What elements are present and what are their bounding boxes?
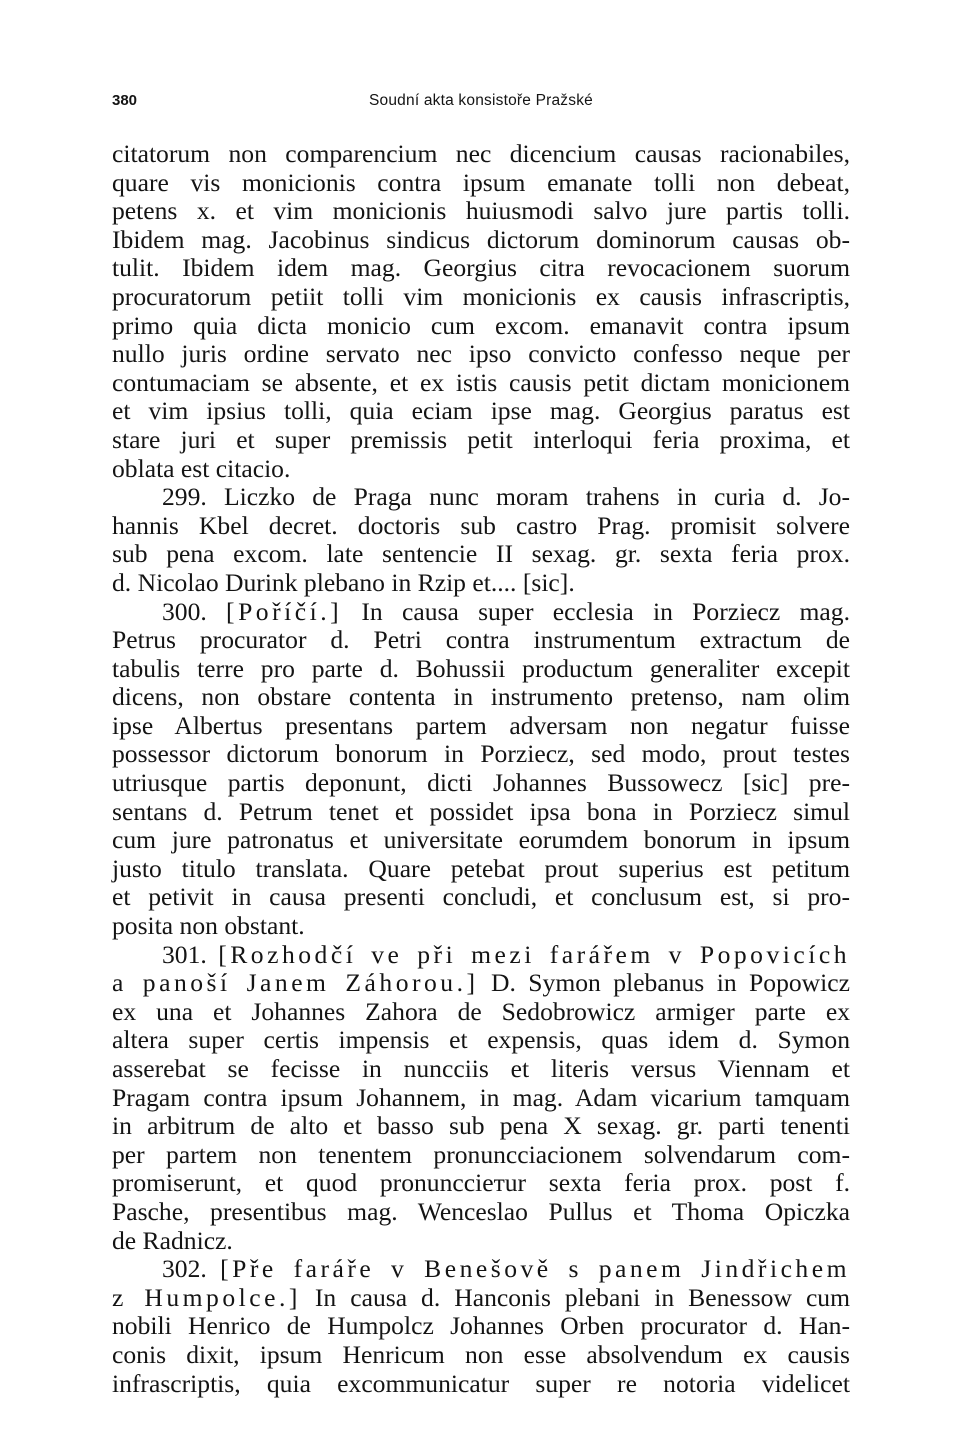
text-line — [112, 655, 850, 684]
line-text: Pragam contra ipsum Johannem, in mag. Adam vicarium tamquam — [112, 1082, 850, 1112]
text-line — [112, 369, 850, 398]
text-line — [112, 1227, 850, 1256]
line-text: oblata est citacio. — [112, 453, 291, 483]
line-text: contumaciam se absente, et ex istis causis petit dictam monicionem — [112, 367, 850, 397]
line-text: hannis Kbel decret. doctoris sub castro Prag. promisit solvere — [112, 510, 850, 540]
text-line — [112, 1284, 850, 1313]
text-line — [112, 1341, 850, 1370]
text-line — [112, 626, 850, 655]
spaced-heading: [Pře faráře v Benešově s panem Jindřichem — [220, 1254, 850, 1284]
text-line — [112, 826, 850, 855]
text-line — [112, 1141, 850, 1170]
line-text: tabulis terre pro parte d. Bohussii productum generaliter excepit — [112, 653, 850, 683]
line-text: petens x. et vim monicionis huiusmodi salvo jure partis tolli. — [112, 196, 850, 226]
text-line — [112, 998, 850, 1027]
line-text: ipse Albertus presentans partem adversam non negatur fuisse — [112, 710, 850, 740]
text-line — [112, 455, 850, 484]
text-line — [112, 769, 850, 798]
line-text: 301. — [162, 939, 219, 969]
line-text: 299. Liczko de Praga nunc moram trahens in curia d. Jo- — [162, 482, 850, 512]
text-line — [112, 1169, 850, 1198]
line-text: primo quia dicta monicio cum excom. emanavit contra ipsum — [112, 310, 850, 340]
line-text: promiserunt, et quod pronuncciетur sexta feria prox. post f. — [112, 1168, 850, 1198]
text-line — [112, 140, 850, 169]
line-text: et petivit in causa presenti concludi, et conclusum est, si pro- — [112, 882, 850, 912]
line-text: Ibidem mag. Jacobinus sindicus dictorum dominorum causas ob- — [112, 224, 850, 254]
spaced-heading: a panoší Janem Záhorou.] — [112, 968, 479, 998]
text-line — [112, 1055, 850, 1084]
text-line — [112, 1198, 850, 1227]
text-line — [112, 598, 850, 627]
text-line — [112, 941, 850, 970]
text-line — [112, 569, 850, 598]
line-rest: D. Symon plebanus in Popowicz — [478, 968, 850, 998]
line-text: infrascriptis, quia excommunicatur super re notoria videlicet — [112, 1368, 850, 1398]
line-text: cum jure patronatus et universitate eorumdem bonorum in ipsum — [112, 825, 850, 855]
spaced-heading: [Poříčí.] — [226, 596, 343, 626]
line-text: 302. — [162, 1254, 221, 1284]
line-text: d. Nicolao Durink plebano in Rzip et.... [sic]. — [112, 567, 575, 597]
spaced-heading: [Rozhodčí ve při mezi farářem v Popovicích — [218, 939, 850, 969]
line-text: 300. — [162, 596, 227, 626]
text-line — [112, 1084, 850, 1113]
text-line — [112, 1312, 850, 1341]
line-text: possessor dictorum bonorum in Porziecz, sed modo, prout testes — [112, 739, 850, 769]
line-text: altera super certis impensis et expensis, quas idem d. Symon — [112, 1025, 850, 1055]
text-line — [112, 426, 850, 455]
text-line — [112, 254, 850, 283]
body-text — [112, 140, 850, 1398]
text-line — [112, 283, 850, 312]
text-line — [112, 540, 850, 569]
text-line — [112, 312, 850, 341]
line-text: justo titulo translata. Quare petebat prout superius est petitum — [112, 853, 850, 883]
line-text: asserebat se fecisse in nuncciis et literis versus Viennam et — [112, 1054, 850, 1083]
line-text: procuratorum petiit tolli vim monicionis ex causis infrascriptis, — [112, 281, 850, 311]
text-line — [112, 798, 850, 827]
page-number: 380 — [112, 92, 138, 109]
line-text: quare vis monicionis contra ipsum emanate tolli non debeat, — [112, 167, 850, 197]
text-line — [112, 1255, 850, 1284]
line-text: posita non obstant. — [112, 911, 305, 941]
text-line — [112, 683, 850, 712]
line-text: conis dixit, ipsum Henricum non esse absolvendum ex causis — [112, 1339, 850, 1369]
line-text: citatorum non comparencium nec dicencium causas racionabiles, — [112, 139, 850, 168]
line-rest: In causa d. Hanconis plebani in Benessow cum — [300, 1282, 851, 1312]
text-line — [112, 169, 850, 198]
running-head: Soudní akta konsistoře Pražské — [369, 92, 593, 109]
text-line — [112, 883, 850, 912]
text-line — [112, 1026, 850, 1055]
text-line — [112, 740, 850, 769]
line-text: Petrus procurator d. Petri contra instrumentum extractum de — [112, 625, 850, 655]
line-text: sub pena excom. late sentencie II sexag. gr. sexta feria prox. — [112, 539, 850, 569]
text-line — [112, 197, 850, 226]
line-text: tulit. Ibidem idem mag. Georgius citra revocacionem suorum — [112, 253, 850, 283]
line-text: per partem non tenentem pronuncciacionem solvendarum com- — [112, 1139, 850, 1169]
line-text: stare juri et super premissis petit interloqui feria proxima, et — [112, 424, 850, 454]
text-line — [112, 912, 850, 941]
text-line — [112, 226, 850, 255]
text-line — [112, 1112, 850, 1141]
line-text: ex una et Johannes Zahora de Sedobrowicz armiger parte ex — [112, 996, 850, 1026]
line-text: utriusque partis deponunt, dicti Johannes Bussowecz [sic] pre- — [112, 768, 850, 798]
line-text: de Radnicz. — [112, 1225, 233, 1255]
text-line — [112, 1370, 850, 1399]
line-rest: In causa super ecclesia in Porziecz mag. — [342, 596, 850, 626]
text-line — [112, 512, 850, 541]
text-line — [112, 712, 850, 741]
line-text: in arbitrum de alto et basso sub pena X sexag. gr. parti tenenti — [112, 1111, 850, 1141]
text-line — [112, 855, 850, 884]
text-line — [112, 483, 850, 512]
page-header — [112, 92, 850, 116]
line-text: dicens, non obstare contenta in instrumento pretenso, nam olim — [112, 682, 850, 712]
text-line — [112, 969, 850, 998]
line-text: sentans d. Petrum tenet et possidet ipsa bona in Porziecz simul — [112, 796, 850, 826]
text-line — [112, 340, 850, 369]
line-text: et vim ipsius tolli, quia eciam ipse mag. Georgius paratus est — [112, 396, 850, 426]
line-text: nullo juris ordine servato nec ipso convicto confesso neque per — [112, 339, 850, 369]
line-text: nobili Henrico de Humpolcz Johannes Orben procurator d. Han- — [112, 1311, 850, 1341]
text-line — [112, 397, 850, 426]
line-text: Pasche, presentibus mag. Wenceslao Pullus et Thoma Opiczka — [112, 1196, 850, 1226]
spaced-heading: z Humpolce.] — [112, 1282, 301, 1312]
